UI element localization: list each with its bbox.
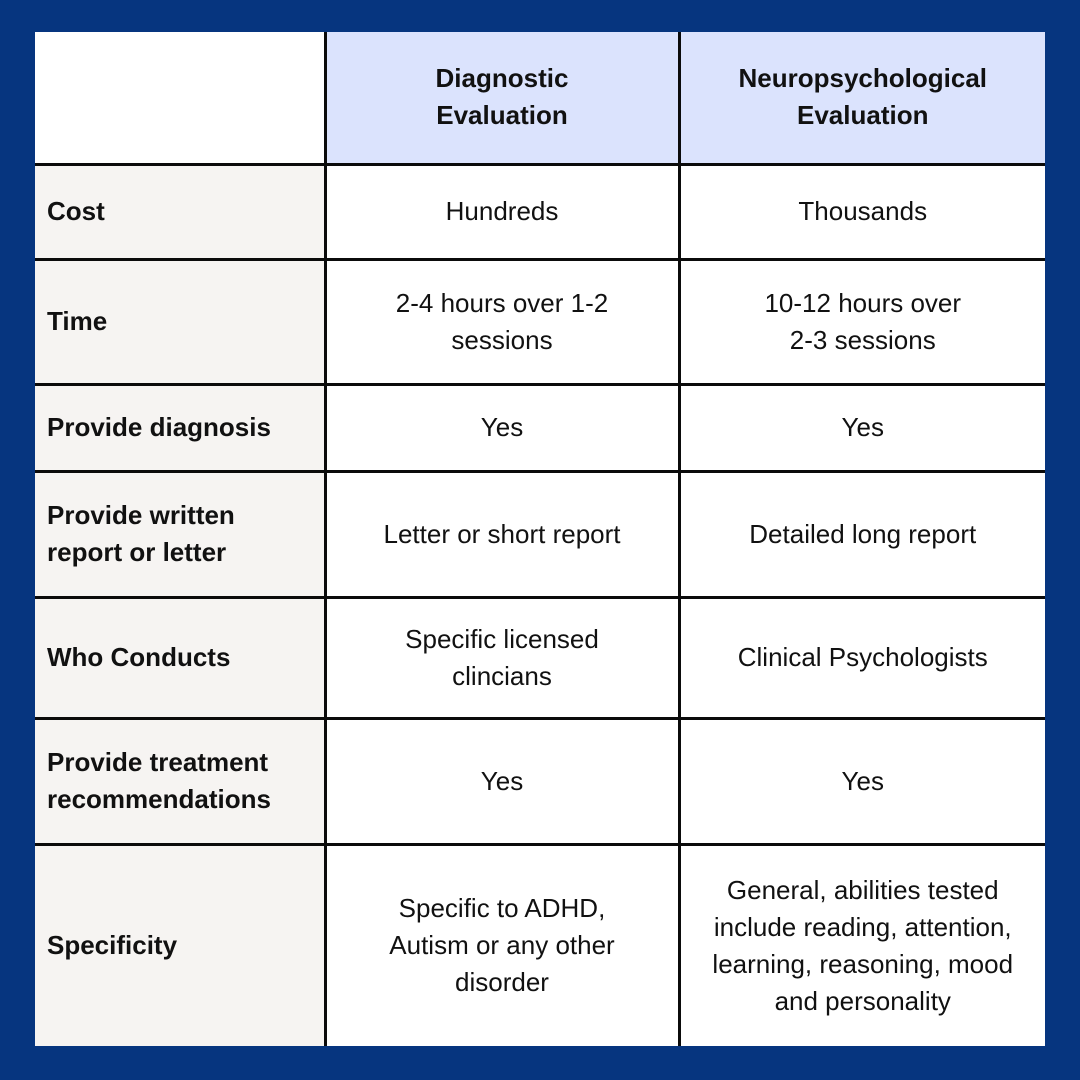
row-label: Provide written report or letter — [35, 471, 325, 597]
table-row-time — [35, 259, 1045, 384]
table-row-treatment-recommendations — [35, 718, 1045, 844]
row-label: Cost — [35, 164, 325, 259]
row-label: Provide diagnosis — [35, 384, 325, 471]
column-header-diagnostic: Diagnostic Evaluation — [325, 32, 679, 164]
neuropsych-cell: Clinical Psychologists — [679, 597, 1045, 718]
table-row-specificity — [35, 844, 1045, 1046]
diagnostic-cell: Hundreds — [325, 164, 679, 259]
diagnostic-cell: Yes — [325, 384, 679, 471]
row-label: Who Conducts — [35, 597, 325, 718]
neuropsych-cell: Detailed long report — [679, 471, 1045, 597]
neuropsych-cell: Thousands — [679, 164, 1045, 259]
diagnostic-cell: Specific to ADHD, Autism or any other disorder — [325, 844, 679, 1046]
neuropsych-cell: General, abilities tested include reading, attention, learning, reasoning, mood and personality — [679, 844, 1045, 1046]
row-label: Time — [35, 259, 325, 384]
diagnostic-cell: Specific licensed clincians — [325, 597, 679, 718]
table-row-written-report — [35, 471, 1045, 597]
table-row-who-conducts — [35, 597, 1045, 718]
row-label: Specificity — [35, 844, 325, 1046]
column-header-neuropsychological: Neuropsychological Evaluation — [679, 32, 1045, 164]
table-row-cost — [35, 164, 1045, 259]
diagnostic-cell: 2-4 hours over 1-2 sessions — [325, 259, 679, 384]
corner-cell — [35, 32, 325, 164]
table-row-provide-diagnosis — [35, 384, 1045, 471]
neuropsych-cell: Yes — [679, 718, 1045, 844]
neuropsych-cell: Yes — [679, 384, 1045, 471]
diagnostic-cell: Yes — [325, 718, 679, 844]
row-label: Provide treatment recommendations — [35, 718, 325, 844]
diagnostic-cell: Letter or short report — [325, 471, 679, 597]
comparison-table — [35, 32, 1045, 1046]
neuropsych-cell: 10-12 hours over 2-3 sessions — [679, 259, 1045, 384]
header-row — [35, 32, 1045, 164]
comparison-table-frame — [35, 32, 1045, 1046]
